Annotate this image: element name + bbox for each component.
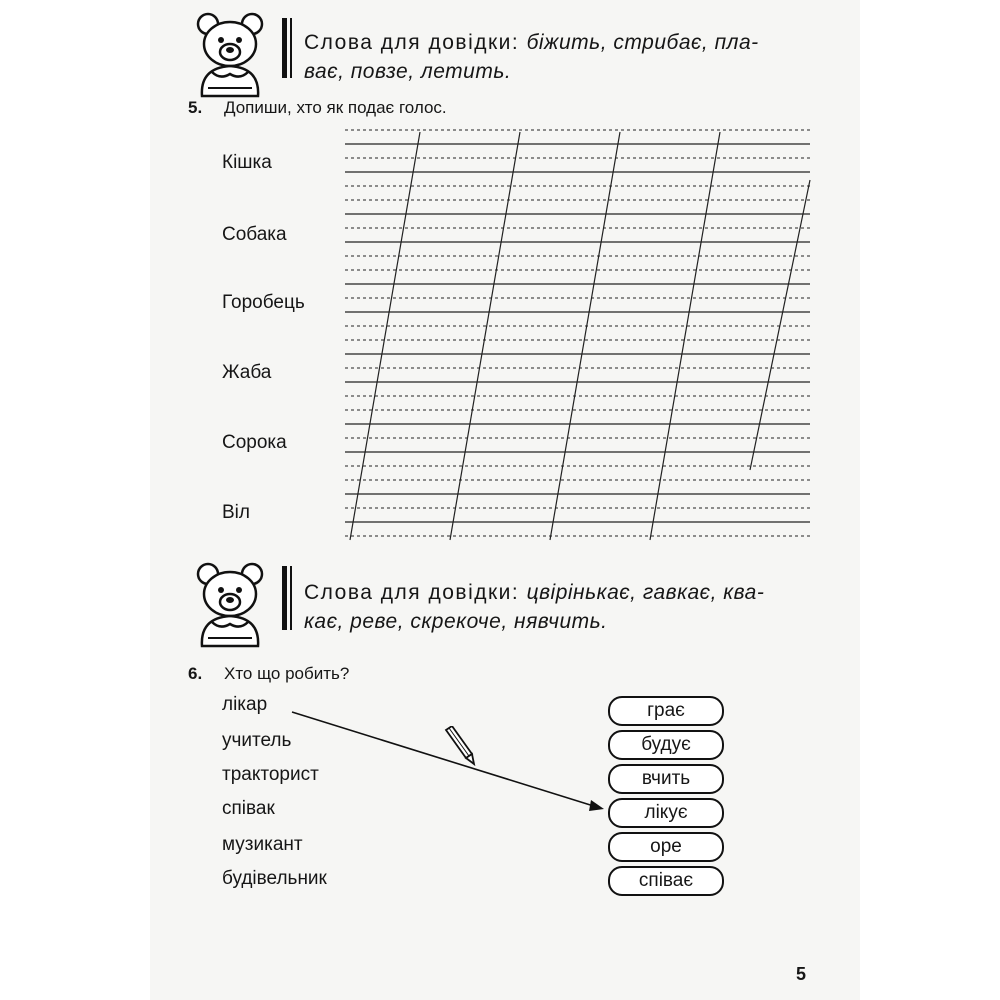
task-instruction: Допиши, хто як подає голос. [224, 98, 447, 117]
hint-label: Слова для довідки: [304, 31, 527, 54]
verb-box[interactable]: співає [608, 866, 724, 896]
verb-box[interactable]: вчить [608, 764, 724, 794]
person-label: лікар [222, 694, 268, 715]
animal-label: Сорока [222, 432, 287, 453]
hint-words: ває, повзе, летить. [304, 60, 512, 83]
person-label: музикант [222, 834, 303, 855]
verb-box[interactable]: будує [608, 730, 724, 760]
person-label: учитель [222, 730, 292, 751]
animal-label: Горобець [222, 292, 305, 313]
hint-words: біжить, стрибає, пла- [526, 31, 759, 54]
verb-box[interactable]: лікує [608, 798, 724, 828]
task-instruction: Хто що робить? [224, 664, 350, 683]
animal-label: Жаба [222, 362, 272, 383]
task-number: 5. [188, 98, 203, 117]
verb-box[interactable]: оре [608, 832, 724, 862]
person-label: співак [222, 798, 275, 819]
hint-words: кає, реве, скрекоче, нявчить. [304, 610, 608, 633]
person-label: будівельник [222, 868, 327, 889]
pencil-icon [440, 726, 476, 766]
hint-words: цвірінькає, гавкає, ква- [526, 581, 765, 604]
page-number: 5 [796, 964, 807, 984]
animal-label: Собака [222, 224, 287, 245]
task-number: 6. [188, 664, 203, 683]
person-label: тракторист [222, 764, 319, 785]
verb-box[interactable]: грає [608, 696, 724, 726]
animal-label: Віл [222, 502, 250, 523]
animal-label: Кішка [222, 152, 272, 173]
hint-label: Слова для довідки: [304, 581, 527, 604]
